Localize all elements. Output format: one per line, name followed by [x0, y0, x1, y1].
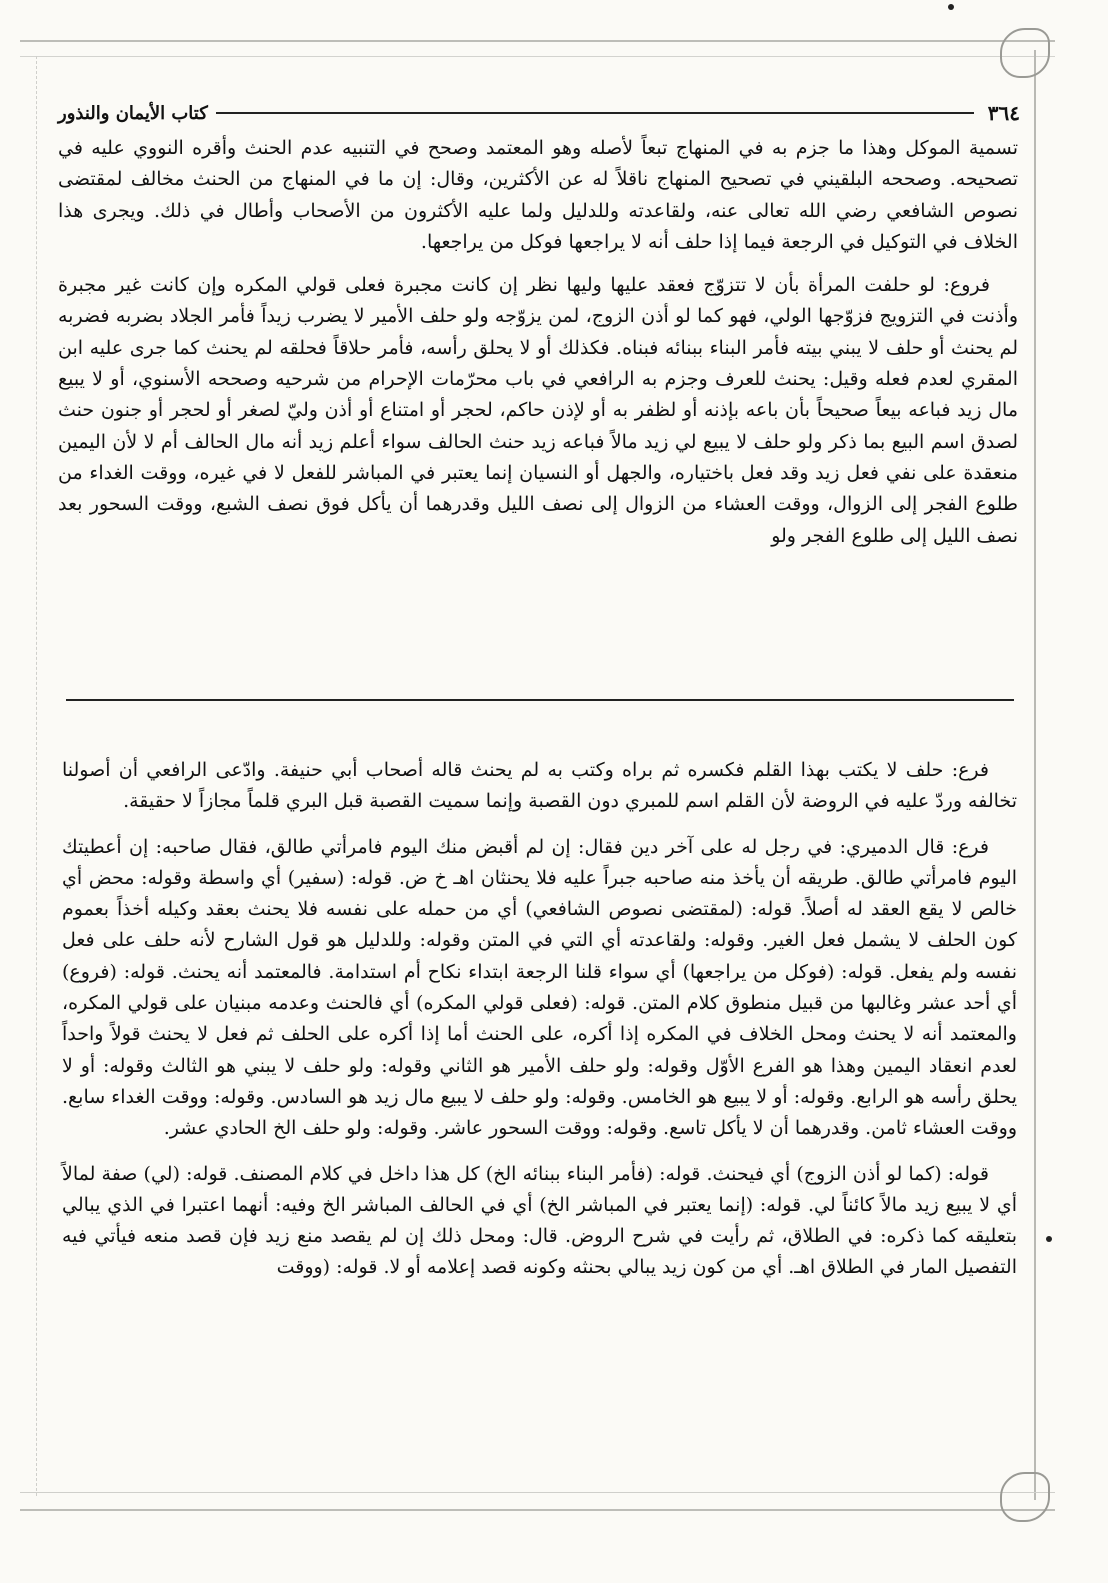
scroll-ornament-top — [1000, 28, 1050, 78]
commentary-paragraph: فرع: حلف لا يكتب بهذا القلم فكسره ثم براه وكتب به لم يحنث قاله أصحاب أبي حنيفة. وادّعى الرافعي أن أصولنا تخالفه وردّ عليه في الروضة لأن القلم اسم للمبري دون القصبة وإنما سميت القصبة قبل البري قلماً مجازاً لا حقيقة. — [62, 759, 1017, 813]
main-paragraph: فروع: لو حلفت المرأة بأن لا تتزوّج فعقد عليها وليها نظر إن كانت مجبرة فعلى قولي المكره وإن كانت غير مجبرة وأذنت في التزويج فزوّجها الولي، فهو كما لو أذن الزوج، لمن يزوّجه ولو حلف الأمير لا يضرب زيداً فأمر الجلاد بضربه فضربه لم يحنث أو حلف لا يبني بيته فأمر البناء ببنائه فبناه. فكذلك أو لا يحلق رأسه، فأمر حلاقاً فحلقه لم يحنث كما جرى عليه ابن المقري لعدم فعله وقيل: يحنث للعرف وجزم به الرافعي في باب محرّمات الإحرام من شرحيه وصححه الأسنوي، أو لا يبيع مال زيد فباعه بيعاً صحيحاً بأن باعه بإذنه أو لظفر به أو لإذن حاكم، لحجر أو امتناع أو أذن وليّ لصغر أو لحجر أو جنون حنث لصدق اسم البيع بما ذكر ولو حلف لا يبيع لي زيد مالاً فباعه زيد حنث الحالف سواء أعلم زيد أنه مال الحالف أم لا لأن اليمين منعقدة على نفي فعل زيد وقد فعل باختياره، والجهل أو النسيان إنما يعتبر في المباشر للفعل لا في غيره، ووقت الغداء من طلوع الفجر إلى الزوال، ووقت العشاء من الزوال إلى نصف الليل وقدرهما أن يأكل فوق نصف الشبع، ووقت السحور بعد نصف الليل إلى طلوع الفجر ولو — [58, 274, 1018, 547]
footnote-separator — [66, 699, 1014, 701]
page-frame-top — [20, 40, 1055, 57]
main-text — [58, 133, 1018, 564]
commentary-paragraph: فرع: قال الدميري: في رجل له على آخر دين فقال: إن لم أقبض منك اليوم فامرأتي طالق، فقال صاحبه: إن أعطيتك اليوم فامرأتي طالق. طريقه أن يأخذ منه صاحبه جبراً عليه فلا يحنثان اهـ خ ض. قوله: (سفير) أي واسطة وقوله: محض أي خالص لا يقع العقد له أصلاً. قوله: (لمقتضى نصوص الشافعي) أي من حمله على نفسه فلا يحنث بعقد وكيله أخذاً بعموم كون الحلف لا يشمل فعل الغير. وقوله: ولقاعدته أي التي في المتن وقوله: وللدليل هو قول الشارح لأنه حلف على فعل نفسه ولم يفعل. قوله: (فوكل من يراجعها) أي سواء قلنا الرجعة ابتداء نكاح أم استدامة. فالمعتمد أنه يحنث. قوله: (فروع) أي أحد عشر وغالبها من قبيل منطوق كلام المتن. قوله: (فعلى قولي المكره) أي فالحنث وعدمه مبنيان على قولي المكره، والمعتمد أنه لا يحنث ومحل الخلاف في المكره إذا أكره، على الحنث أما إذا أكره على الحلف ثم فعل لا يحنث قولاً واحداً لعدم انعقاد اليمين وهذا هو الفرع الأوّل وقوله: ولو حلف الأمير هو الثاني وقوله: ولو حلف لا يبني هو الثالث وقوله: أو لا يحلق رأسه هو الرابع. وقوله: أو لا يبيع هو الخامس. وقوله: ولو حلف لا يبيع مال زيد هو السادس. وقوله: ووقت الغداء سابع. ووقت العشاء ثامن. وقدرهما أن لا يأكل تاسع. وقوله: ووقت السحور عاشر. وقوله: ولو حلف الخ الحادي عشر. — [62, 835, 1017, 1140]
scroll-ornament-bottom — [1000, 1472, 1050, 1522]
page-header — [58, 96, 1020, 130]
page-frame-left — [28, 56, 37, 1496]
commentary-paragraph: قوله: (كما لو أذن الزوج) أي فيحنث. قوله: (فأمر البناء ببنائه الخ) كل هذا داخل في كلام المصنف. قوله: (لي) صفة لمالاً أي لا يبيع زيد مالاً كائناً لي. قوله: (إنما يعتبر في المباشر الخ) أي في الحالف المباشر الخ وفيه: أنهما اعتبرا في الذي يبالي بتعليقه كما ذكره: في الطلاق، ثم رأيت في شرح الروض. قال: ومحل ذلك إن لم يقصد منع زيد فإن قصد منعه فيأتي فيه التفصيل المار في الطلاق اهـ. أي من كون زيد يبالي بحنثه وكونه قصد إعلامه أو لا. قوله: (ووقت — [62, 1162, 1017, 1279]
margin-dot — [1046, 1236, 1052, 1242]
page-frame-right — [1034, 50, 1054, 1500]
page-frame-bottom — [20, 1492, 1055, 1511]
commentary-text — [62, 755, 1017, 1298]
main-paragraph: تسمية الموكل وهذا ما جزم به في المنهاج تبعاً لأصله وهو المعتمد وصحح في التنبيه عدم الحنث وأقره النووي عليه في تصحيحه. وصححه البلقيني في تصحيح المنهاج ناقلاً له عن الأكثرين، وقال: إن ما في المنهاج من الحنث مخالف لمقتضى نصوص الشافعي رضي الله تعالى عنه، ولقاعدته وللدليل ولما عليه الأكثرون من الأصحاب وأطال في ذلك. ويجرى هذا الخلاف في التوكيل في الرجعة فيما إذا حلف أنه لا يراجعها فوكل من يراجعها. — [58, 137, 1018, 253]
page-number: ٣٦٤ — [987, 101, 1020, 125]
book-title: كتاب الأيمان والنذور — [58, 102, 208, 124]
header-rule — [216, 112, 974, 114]
margin-dot — [948, 4, 954, 10]
